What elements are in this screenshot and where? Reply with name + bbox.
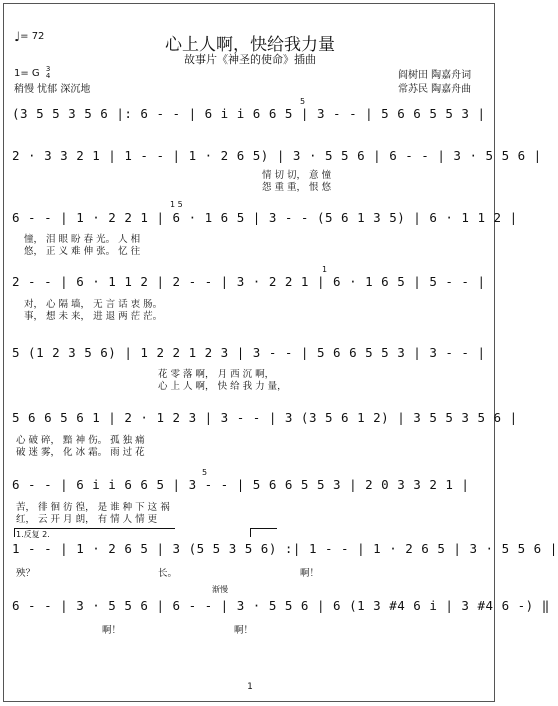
volta-mark: 1.反复 2. bbox=[16, 530, 50, 539]
tempo-marking: ♩= 72 bbox=[14, 30, 45, 45]
lyric-line: 对， 心 隔 墙， 无 言 话 衷 肠。 bbox=[24, 299, 163, 310]
lyric-line: 破 迷 雾， 化 冰 霜。 雨 过 花 bbox=[16, 447, 145, 458]
score-row: 6 - - | 6 i i 6 6 5 | 3 - - | 5 6 6 5 5 3 | 2 0 3 3 2 1 | bbox=[12, 477, 470, 492]
score-row: 6 - - | 1 · 2 2 1 | 6 · 1 6 5 | 3 - - (5 6 1 3 5) | 6 · 1 1 2 | bbox=[12, 210, 518, 225]
song-title: 心上人啊，快给我力量 bbox=[165, 35, 335, 55]
lyric-line: 花 零 落 啊， 月 西 沉 啊， bbox=[158, 369, 275, 380]
mood-marking: 稍慢 忧郁 深沉地 bbox=[14, 84, 91, 95]
score-row: 5 (1 2 3 5 6) | 1 2 2 1 2 3 | 3 - - | 5 6 6 5 5 3 | 3 - - | bbox=[12, 345, 486, 360]
score-row: 6 - - | 3 · 5 5 6 | 6 - - | 3 · 5 5 6 | 6 (1 3 #4 6 i | 3 #4 6 -) ‖ bbox=[12, 598, 550, 613]
key-signature: 1= G 3 4 bbox=[14, 65, 51, 80]
row-mark: 1 5 bbox=[170, 200, 183, 209]
score-row: 2 · 3 3 2 1 | 1 - - | 1 · 2 6 5) | 3 · 5 5 6 | 6 - - | 3 · 5 5 6 | bbox=[12, 148, 542, 163]
row-mark: 5 bbox=[202, 468, 208, 477]
page-number: 1 bbox=[247, 682, 253, 692]
lyric-line: 悠， 正 义 难 伸 张。 忆 往 bbox=[24, 246, 141, 257]
lyric-line: 苦， 徘 徊 彷 徨， 是 谁 种 下 这 祸 bbox=[16, 502, 170, 513]
lyric-line: 殃？ 长。 啊！ bbox=[16, 568, 320, 579]
volta-bracket-2 bbox=[250, 528, 277, 537]
score-row: (3 5 5 3 5 6 |: 6 - - | 6 i i 6 6 5 | 3 - - | 5 6 6 5 5 3 | bbox=[12, 106, 486, 121]
lyric-line: 情 切 切， 意 憧 bbox=[262, 170, 332, 181]
lyric-line: 红， 云 开 月 朗， 有 情 人 情 更 bbox=[16, 514, 158, 525]
time-signature: 3 4 bbox=[45, 65, 51, 80]
lyric-line: 啊！ 啊！ bbox=[102, 625, 254, 636]
lyric-line: 怨 重 重， 恨 悠 bbox=[262, 182, 332, 193]
row-mark: 5 bbox=[300, 97, 306, 106]
score-row: 2 - - | 6 · 1 1 2 | 2 - - | 3 · 2 2 1 | 6 · 1 6 5 | 5 - - | bbox=[12, 274, 486, 289]
composer-credit: 常苏民 陶嘉舟曲 bbox=[398, 84, 472, 95]
lyric-line: 心 破 碎， 黯 神 伤。 孤 独 痛 bbox=[16, 435, 145, 446]
lyric-line: 憧， 泪 眼 盼 春 光。 人 相 bbox=[24, 234, 141, 245]
lyric-line: 事， 想 未 来， 进 退 两 茫 茫。 bbox=[24, 311, 163, 322]
tempo-change-mark: 渐慢 bbox=[212, 585, 228, 594]
score-row: 1 - - | 1 · 2 6 5 | 3 (5 5 3 5 6) :| 1 - - | 1 · 2 6 5 | 3 · 5 5 6 | bbox=[12, 541, 558, 556]
score-row: 5 6 6 5 6 1 | 2 · 1 2 3 | 3 - - | 3 (3 5 6 1 2) | 3 5 5 3 5 6 | bbox=[12, 410, 518, 425]
row-mark: 1 bbox=[322, 265, 328, 274]
lyric-line: 心 上 人 啊， 快 给 我 力 量， bbox=[158, 381, 287, 392]
song-subtitle: 故事片《神圣的使命》插曲 bbox=[184, 53, 316, 66]
lyricist-credit: 阎树田 陶嘉舟词 bbox=[398, 70, 472, 81]
quarter-note-icon: ♩ bbox=[14, 30, 21, 45]
